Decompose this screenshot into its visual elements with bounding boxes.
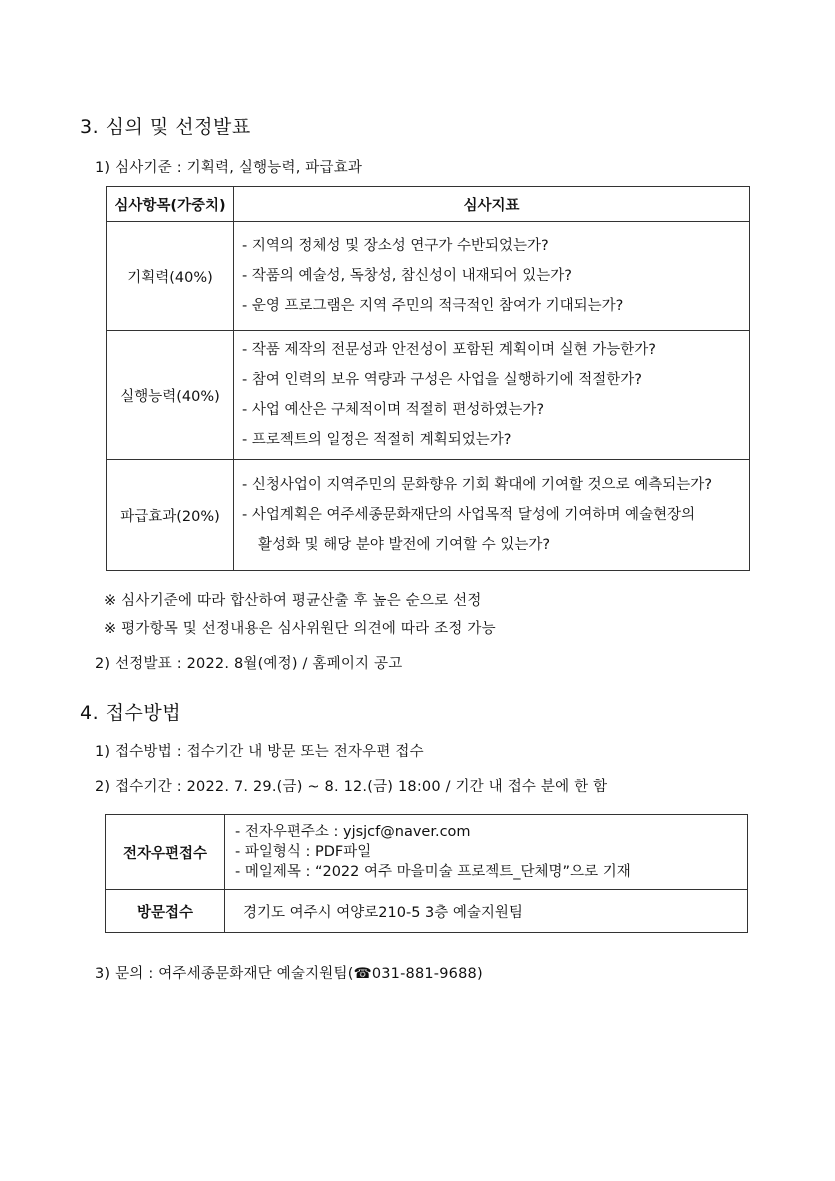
section3-title: 3. 심의 및 선정발표 — [80, 116, 251, 138]
contact-line: 3) 문의 : 여주세종문화재단 예술지원팀(☎031-881-9688) — [95, 966, 483, 982]
note-line: ※ 심사기준에 따라 합산하여 평균산출 후 높은 순으로 선정 — [104, 593, 482, 609]
criteria-line: - 작품의 예술성, 독창성, 참신성이 내재되어 있는가? — [242, 268, 572, 284]
announcement-line: 2) 선정발표 : 2022. 8월(예정) / 홈페이지 공고 — [95, 656, 403, 672]
submission-table — [105, 814, 748, 933]
section4-title: 4. 접수방법 — [80, 702, 182, 724]
evaluation-criteria-table — [106, 186, 750, 571]
criteria-line: - 작품 제작의 전문성과 안전성이 포함된 계획이며 실현 가능한가? — [242, 342, 656, 358]
criteria-summary: 1) 심사기준 : 기획력, 실행능력, 파급효과 — [95, 160, 363, 176]
criteria-line: - 참여 인력의 보유 역량과 구성은 사업을 실행하기에 적절한가? — [242, 372, 642, 388]
detail-line: - 파일형식 : PDF파일 — [235, 844, 372, 860]
header-criteria: 심사지표 — [234, 187, 750, 222]
criteria-line: - 사업계획은 여주세종문화재단의 사업목적 달성에 기여하며 예술현장의 — [242, 507, 696, 523]
criteria-line: - 지역의 정체성 및 장소성 연구가 수반되었는가? — [242, 238, 549, 254]
detail-line: - 메일제목 : “2022 여주 마을미술 프로젝트_단체명”으로 기재 — [235, 864, 631, 880]
note-line: ※ 평가항목 및 선정내용은 심사위원단 의견에 따라 조정 가능 — [104, 621, 496, 637]
criteria-line: - 사업 예산은 구체적이며 적절히 편성하였는가? — [242, 402, 545, 418]
email-details — [225, 815, 748, 890]
submission-method-line: 1) 접수방법 : 접수기간 내 방문 또는 전자우편 접수 — [95, 744, 424, 760]
table-row — [106, 815, 748, 890]
header-category: 심사항목(가중치) — [107, 187, 234, 222]
detail-line: - 전자우편주소 : yjsjcf@naver.com — [235, 824, 471, 840]
category-cell: 기획력(40%) — [107, 222, 234, 331]
table-header-row — [107, 187, 750, 222]
visit-label: 방문접수 — [106, 890, 225, 933]
criteria-line: - 프로젝트의 일정은 적절히 계획되었는가? — [242, 432, 512, 448]
criteria-line: 활성화 및 해당 분야 발전에 기여할 수 있는가? — [258, 537, 551, 553]
table-row — [107, 460, 750, 571]
submission-period-line: 2) 접수기간 : 2022. 7. 29.(금) ~ 8. 12.(금) 18:00 / 기간 내 접수 분에 한 함 — [95, 779, 608, 795]
category-cell: 실행능력(40%) — [107, 331, 234, 460]
criteria-line: - 신청사업이 지역주민의 문화향유 기회 확대에 기여할 것으로 예측되는가? — [242, 477, 713, 493]
visit-address: 경기도 여주시 여양로210-5 3층 예술지원팀 — [225, 890, 748, 933]
criteria-line: - 운영 프로그램은 지역 주민의 적극적인 참여가 기대되는가? — [242, 298, 624, 314]
criteria-cell — [234, 222, 750, 331]
criteria-cell — [234, 331, 750, 460]
category-cell: 파급효과(20%) — [107, 460, 234, 571]
criteria-cell — [234, 460, 750, 571]
email-label: 전자우편접수 — [106, 815, 225, 890]
table-row — [106, 890, 748, 933]
table-row — [107, 222, 750, 331]
table-row — [107, 331, 750, 460]
